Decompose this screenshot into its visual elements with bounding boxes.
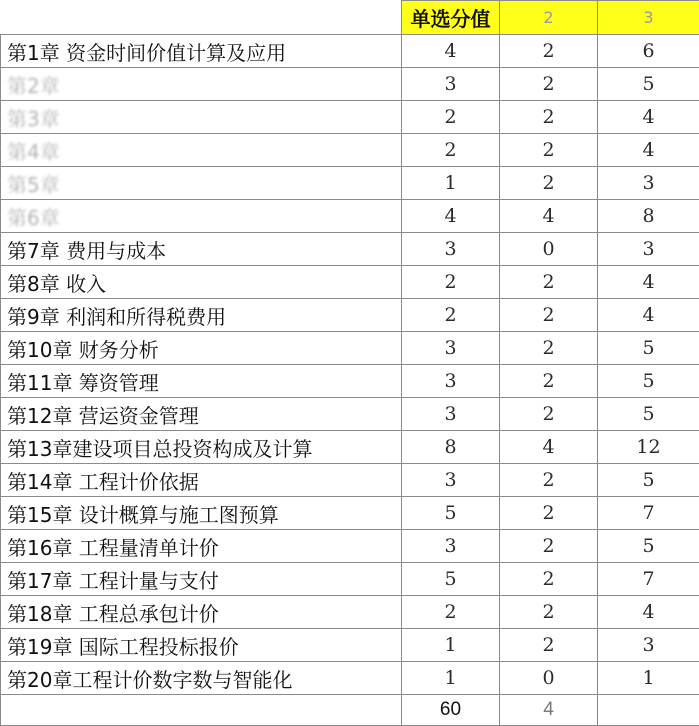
- header-col-3[interactable]: 3: [598, 1, 699, 35]
- score-cell-b[interactable]: 2: [500, 530, 598, 563]
- chapter-name: 第11章 筹资管理: [7, 371, 159, 395]
- chapter-name: 第15章 设计概算与施工图预算: [7, 503, 279, 527]
- score-cell-b[interactable]: 2: [500, 464, 598, 497]
- score-cell-c[interactable]: 7: [598, 563, 699, 596]
- table-row: [1, 167, 699, 200]
- total-a[interactable]: 60: [402, 695, 500, 726]
- score-cell-c[interactable]: 12: [598, 431, 699, 464]
- chapter-name: 第16章 工程量清单计价: [7, 536, 219, 560]
- chapter-name-cell[interactable]: [1, 233, 402, 266]
- chapter-name-cell[interactable]: [1, 398, 402, 431]
- chapter-name-cell[interactable]: [1, 530, 402, 563]
- score-cell-a[interactable]: 3: [402, 332, 500, 365]
- chapter-name-cell[interactable]: [1, 596, 402, 629]
- chapter-name-cell[interactable]: [1, 167, 402, 200]
- score-cell-a[interactable]: 5: [402, 497, 500, 530]
- chapter-name-cell[interactable]: [1, 68, 402, 101]
- score-cell-c[interactable]: 5: [598, 398, 699, 431]
- header-corner-cell[interactable]: [1, 1, 402, 35]
- score-cell-b[interactable]: 2: [500, 497, 598, 530]
- chapter-name: 第4章: [7, 136, 60, 165]
- table-row: [1, 629, 699, 662]
- score-cell-c[interactable]: 4: [598, 266, 699, 299]
- chapter-name: 第7章 费用与成本: [7, 239, 166, 263]
- score-cell-b[interactable]: 2: [500, 101, 598, 134]
- chapter-name: 第5章: [7, 169, 60, 198]
- score-cell-c[interactable]: 5: [598, 365, 699, 398]
- score-cell-c[interactable]: 5: [598, 464, 699, 497]
- score-cell-c[interactable]: 5: [598, 68, 699, 101]
- score-cell-b[interactable]: 2: [500, 167, 598, 200]
- table-row: [1, 398, 699, 431]
- table-row: [1, 332, 699, 365]
- score-cell-c[interactable]: 1: [598, 662, 699, 695]
- score-cell-c[interactable]: 4: [598, 134, 699, 167]
- chapter-name: 第1章 资金时间价值计算及应用: [7, 41, 286, 65]
- table-row: [1, 662, 699, 695]
- score-cell-b[interactable]: 2: [500, 563, 598, 596]
- score-cell-a[interactable]: 3: [402, 365, 500, 398]
- chapter-name-cell[interactable]: [1, 134, 402, 167]
- table-row: [1, 266, 699, 299]
- chapter-name-cell[interactable]: [1, 563, 402, 596]
- total-c[interactable]: [598, 695, 699, 726]
- score-cell-b[interactable]: 2: [500, 629, 598, 662]
- chapter-name-cell[interactable]: [1, 200, 402, 233]
- chapter-name: 第14章 工程计价依据: [7, 470, 199, 494]
- score-cell-a[interactable]: 2: [402, 101, 500, 134]
- score-cell-c[interactable]: 4: [598, 596, 699, 629]
- chapter-name: 第17章 工程计量与支付: [7, 569, 219, 593]
- chapter-name: 第6章: [7, 202, 60, 231]
- chapter-name: 第2章: [7, 70, 60, 99]
- chapter-name-cell[interactable]: [1, 35, 402, 68]
- score-cell-b[interactable]: 2: [500, 266, 598, 299]
- score-cell-b[interactable]: 2: [500, 596, 598, 629]
- score-cell-c[interactable]: 4: [598, 299, 699, 332]
- chapter-name-cell[interactable]: [1, 332, 402, 365]
- score-cell-a[interactable]: 5: [402, 563, 500, 596]
- score-cell-b[interactable]: 2: [500, 332, 598, 365]
- table-row: [1, 365, 699, 398]
- table-row: [1, 596, 699, 629]
- score-cell-b[interactable]: 0: [500, 233, 598, 266]
- score-cell-a[interactable]: 2: [402, 596, 500, 629]
- score-cell-a[interactable]: 3: [402, 530, 500, 563]
- header-single-choice[interactable]: 单选分值: [402, 1, 500, 35]
- chapter-name-cell[interactable]: [1, 662, 402, 695]
- table-row: [1, 563, 699, 596]
- table-row: [1, 200, 699, 233]
- chapter-name-cell[interactable]: [1, 365, 402, 398]
- score-cell-b[interactable]: 2: [500, 299, 598, 332]
- score-cell-a[interactable]: 8: [402, 431, 500, 464]
- chapter-name-cell[interactable]: [1, 299, 402, 332]
- score-cell-c[interactable]: 4: [598, 101, 699, 134]
- score-cell-a[interactable]: 2: [402, 299, 500, 332]
- chapter-name-cell[interactable]: [1, 629, 402, 662]
- chapter-name: 第19章 国际工程投标报价: [7, 635, 239, 659]
- header-row: [1, 1, 699, 35]
- score-cell-a[interactable]: 3: [402, 464, 500, 497]
- chapter-name: 第9章 利润和所得税费用: [7, 305, 226, 329]
- chapter-name-cell[interactable]: [1, 464, 402, 497]
- score-cell-c[interactable]: 7: [598, 497, 699, 530]
- score-cell-c[interactable]: 6: [598, 35, 699, 68]
- table-row: [1, 530, 699, 563]
- score-cell-a[interactable]: 3: [402, 398, 500, 431]
- table-row: [1, 497, 699, 530]
- score-cell-a[interactable]: 1: [402, 629, 500, 662]
- chapter-name: 第12章 营运资金管理: [7, 404, 199, 428]
- chapter-name: 第8章 收入: [7, 272, 106, 296]
- score-cell-a[interactable]: 1: [402, 662, 500, 695]
- score-cell-b[interactable]: 2: [500, 398, 598, 431]
- total-b[interactable]: 4: [500, 695, 598, 726]
- score-cell-a[interactable]: 4: [402, 35, 500, 68]
- score-cell-b[interactable]: 2: [500, 35, 598, 68]
- score-cell-c[interactable]: 3: [598, 629, 699, 662]
- score-cell-b[interactable]: 4: [500, 200, 598, 233]
- score-cell-b[interactable]: 0: [500, 662, 598, 695]
- chapter-name: 第18章 工程总承包计价: [7, 602, 219, 626]
- totals-label-cell[interactable]: [1, 695, 402, 726]
- table-row: [1, 464, 699, 497]
- score-cell-b[interactable]: 4: [500, 431, 598, 464]
- chapter-name-cell[interactable]: [1, 266, 402, 299]
- table-row: [1, 101, 699, 134]
- table-row: [1, 299, 699, 332]
- score-cell-c[interactable]: 3: [598, 167, 699, 200]
- score-cell-c[interactable]: 5: [598, 332, 699, 365]
- header-col-2[interactable]: 2: [500, 1, 598, 35]
- score-cell-c[interactable]: 8: [598, 200, 699, 233]
- chapter-name-cell[interactable]: [1, 431, 402, 464]
- table-row: [1, 35, 699, 68]
- score-cell-b[interactable]: 2: [500, 365, 598, 398]
- score-cell-c[interactable]: 5: [598, 530, 699, 563]
- score-cell-b[interactable]: 2: [500, 134, 598, 167]
- score-cell-a[interactable]: 1: [402, 167, 500, 200]
- score-cell-a[interactable]: 2: [402, 134, 500, 167]
- score-cell-a[interactable]: 2: [402, 266, 500, 299]
- chapter-name-cell[interactable]: [1, 497, 402, 530]
- table-row: [1, 233, 699, 266]
- score-cell-a[interactable]: 3: [402, 233, 500, 266]
- score-cell-b[interactable]: 2: [500, 68, 598, 101]
- table-row: [1, 134, 699, 167]
- table-row: [1, 431, 699, 464]
- score-cell-c[interactable]: 3: [598, 233, 699, 266]
- score-cell-a[interactable]: 3: [402, 68, 500, 101]
- chapter-name: 第20章工程计价数字数与智能化: [7, 668, 292, 692]
- chapter-name: 第3章: [7, 103, 60, 132]
- chapter-name-cell[interactable]: [1, 101, 402, 134]
- score-cell-a[interactable]: 4: [402, 200, 500, 233]
- table-row: [1, 68, 699, 101]
- totals-row: [1, 695, 699, 726]
- chapter-name: 第13章建设项目总投资构成及计算: [7, 437, 312, 461]
- chapter-name: 第10章 财务分析: [7, 338, 159, 362]
